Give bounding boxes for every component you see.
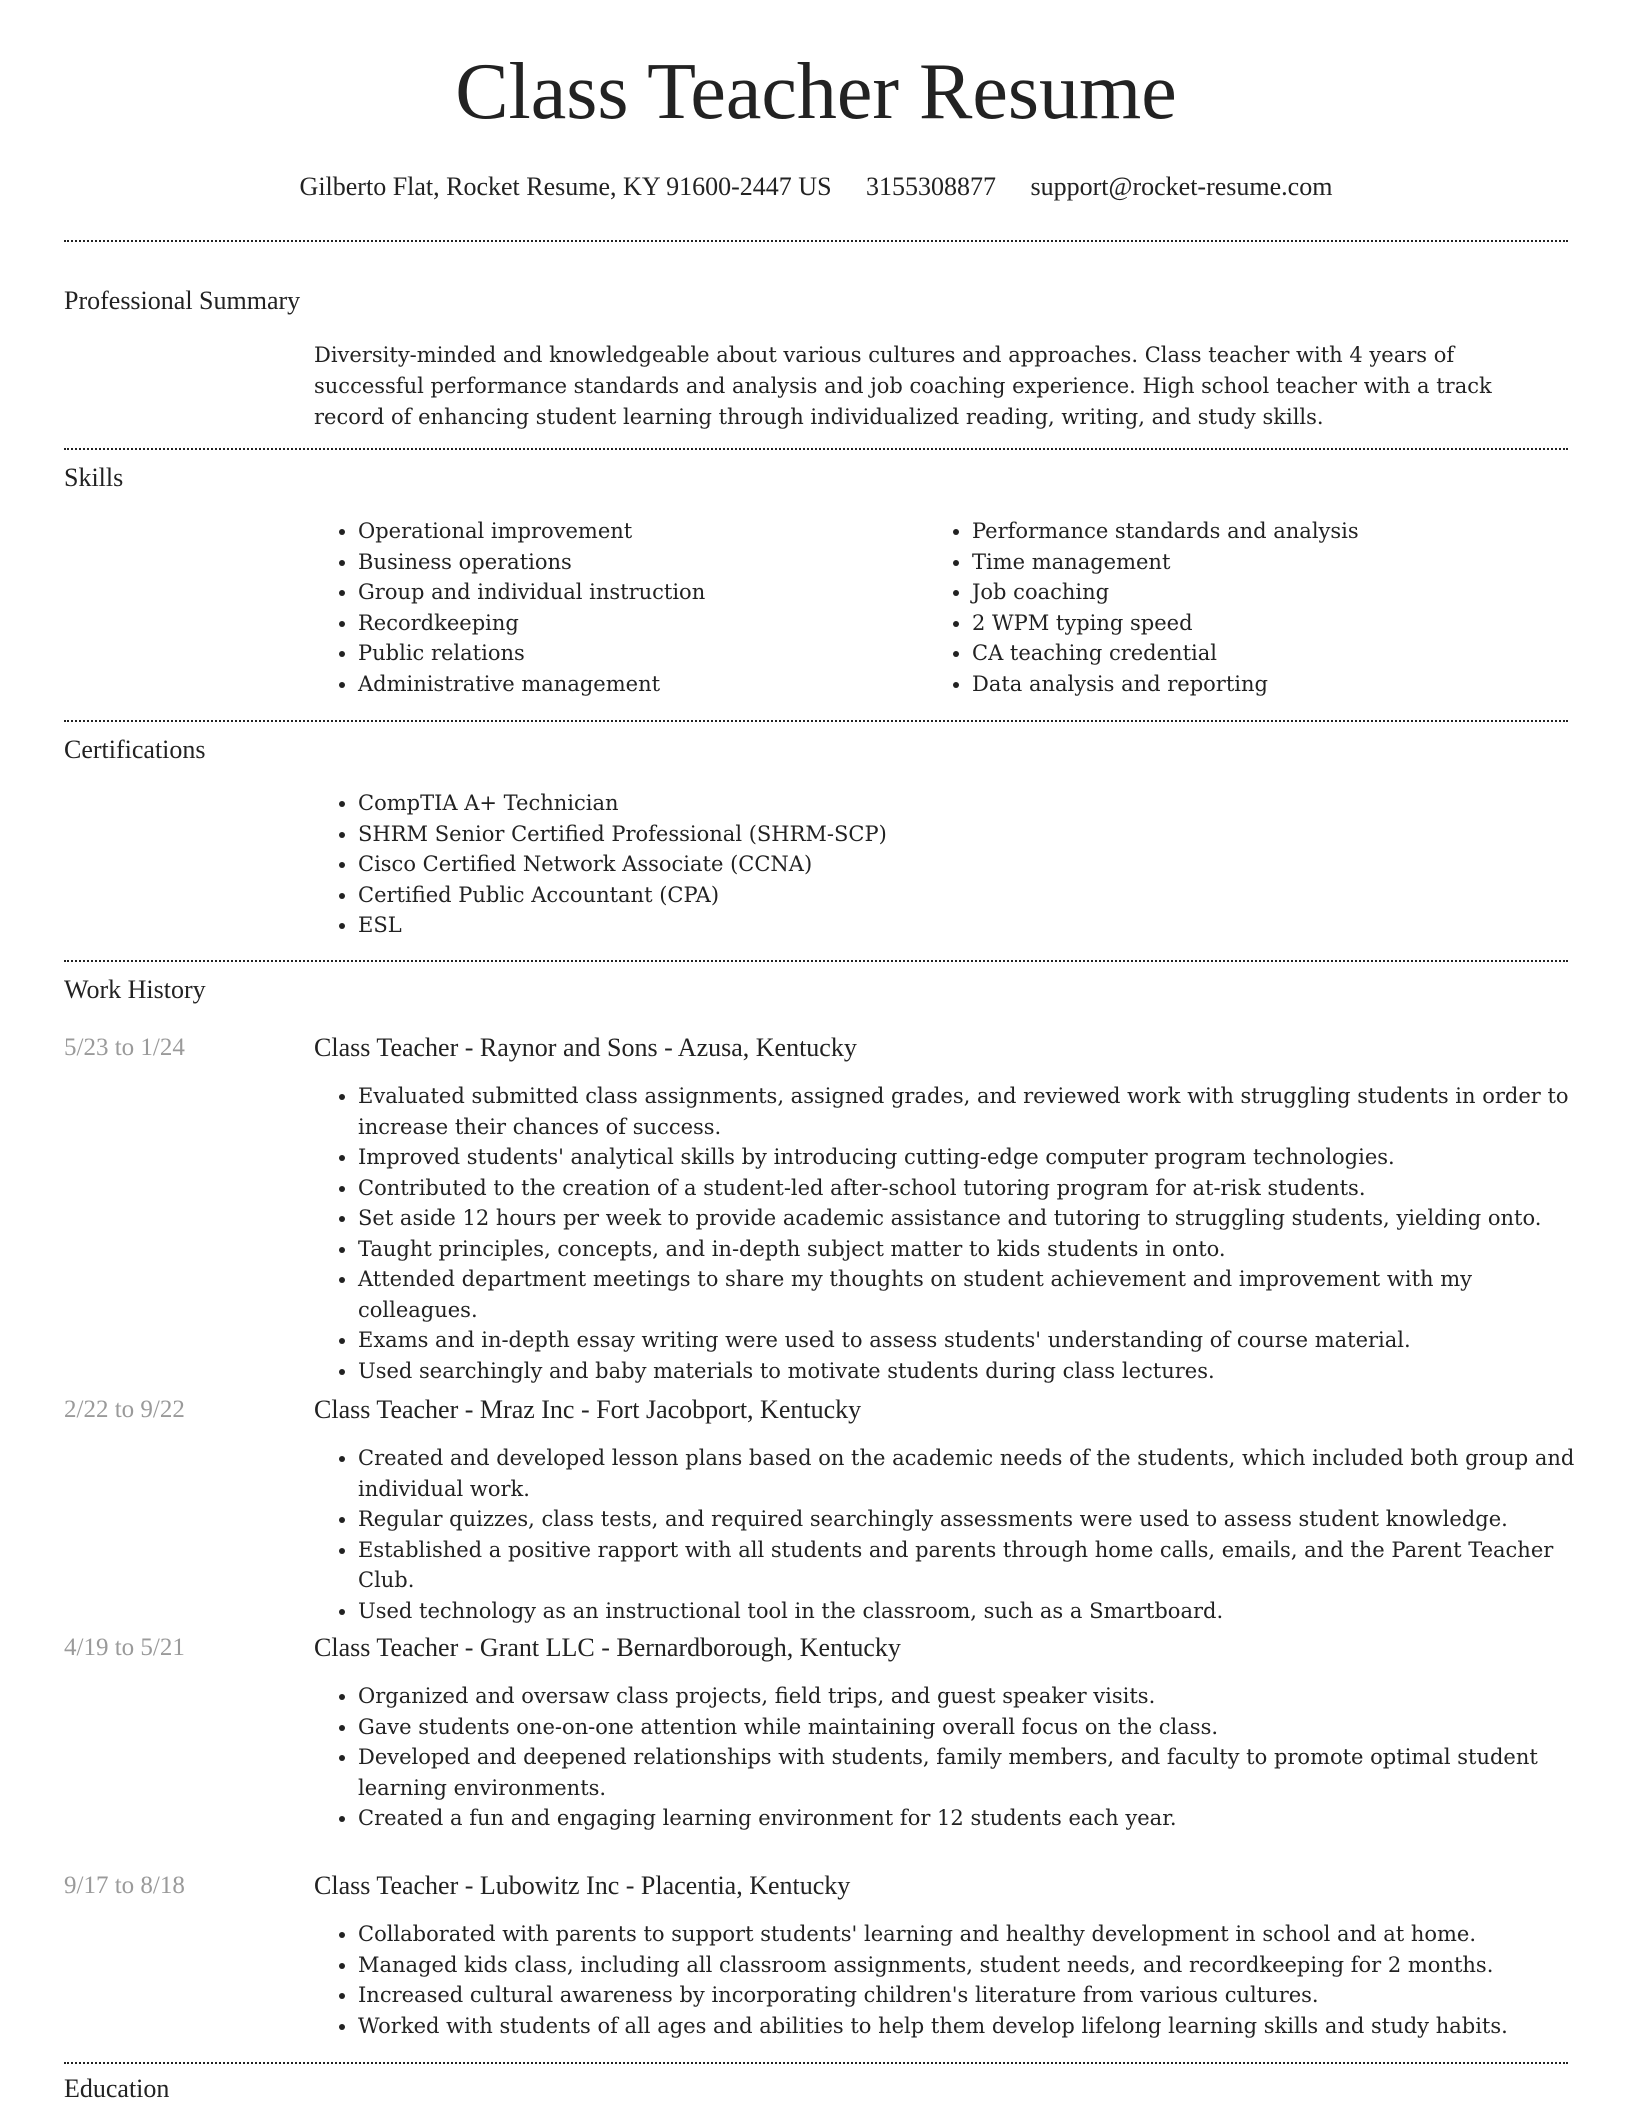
skill-item: • Operational improvement <box>358 516 918 547</box>
job-dates: 4/19 to 5/21 <box>64 1634 185 1661</box>
certifications-list <box>314 788 1558 941</box>
resume-title: Class Teacher Resume <box>455 48 1177 136</box>
job-dates: 9/17 to 8/18 <box>64 1872 185 1899</box>
certification-item: • Certified Public Accountant (CPA) <box>358 880 1558 911</box>
skill-item: • Data analysis and reporting <box>972 669 1572 700</box>
job-bullet: • Gave students one-on-one attention while maintaining overall focus on the class. <box>358 1712 1584 1743</box>
skill-item: • Group and individual instruction <box>358 577 918 608</box>
skill-item: • Performance standards and analysis <box>972 516 1572 547</box>
job-bullet: • Used searchingly and baby materials to motivate students during class lectures. <box>358 1356 1584 1387</box>
contact-address: Gilberto Flat, Rocket Resume, KY 91600-2447 US <box>299 172 832 201</box>
skill-item: • Business operations <box>358 547 918 578</box>
certification-item: • ESL <box>358 910 1558 941</box>
job-bullet: • Improved students' analytical skills by introducing cutting-edge computer program technologies. <box>358 1142 1584 1173</box>
skill-item: • Public relations <box>358 638 918 669</box>
job-bullet: • Worked with students of all ages and abilities to help them develop lifelong learning skills and study habits. <box>358 2011 1584 2042</box>
divider <box>64 448 1568 450</box>
certification-item: • SHRM Senior Certified Professional (SHRM-SCP) <box>358 819 1558 850</box>
job-title: Class Teacher - Raynor and Sons - Azusa, Kentucky <box>314 1033 857 1062</box>
skill-item: • Job coaching <box>972 577 1572 608</box>
section-heading-certifications: Certifications <box>64 735 206 764</box>
job-bullets <box>314 1081 1584 1386</box>
job-title: Class Teacher - Grant LLC - Bernardborough, Kentucky <box>314 1633 901 1662</box>
job-bullets <box>314 1443 1584 1626</box>
job-bullets <box>314 1919 1584 2041</box>
skills-list-left <box>314 516 918 699</box>
summary-text: Diversity-minded and knowledgeable about various cultures and approaches. Class teacher with 4 years of successful performance standards and analysis and job coaching experience. High school teacher with a track record of enhancing student learning through individualized reading, writing, and study skills. <box>314 343 1492 429</box>
job-bullet: • Increased cultural awareness by incorporating children's literature from various cultures. <box>358 1980 1584 2011</box>
skills-list-right <box>928 516 1572 699</box>
job-bullet: • Organized and oversaw class projects, field trips, and guest speaker visits. <box>358 1681 1584 1712</box>
job-bullet: • Established a positive rapport with all students and parents through home calls, emails, and the Parent Teacher Club. <box>358 1535 1584 1596</box>
job-bullet: • Developed and deepened relationships with students, family members, and faculty to promote optimal student learning environments. <box>358 1742 1584 1803</box>
job-bullet: • Set aside 12 hours per week to provide academic assistance and tutoring to struggling students, yielding onto. <box>358 1203 1584 1234</box>
section-heading-education: Education <box>64 2074 170 2103</box>
skill-item: • 2 WPM typing speed <box>972 608 1572 639</box>
section-heading-summary: Professional Summary <box>64 286 301 315</box>
divider <box>64 240 1568 242</box>
job-bullet: • Evaluated submitted class assignments, assigned grades, and reviewed work with struggling students in order to increase their chances of success. <box>358 1081 1584 1142</box>
job-bullets <box>314 1681 1584 1834</box>
job-bullet: • Exams and in-depth essay writing were used to assess students' understanding of course material. <box>358 1325 1584 1356</box>
job-bullet: • Managed kids class, including all classroom assignments, student needs, and recordkeeping for 2 months. <box>358 1950 1584 1981</box>
job-dates: 5/23 to 1/24 <box>64 1034 185 1061</box>
job-bullet: • Collaborated with parents to support students' learning and healthy development in school and at home. <box>358 1919 1584 1950</box>
job-title: Class Teacher - Lubowitz Inc - Placentia, Kentucky <box>314 1871 851 1900</box>
skill-item: • CA teaching credential <box>972 638 1572 669</box>
skill-item: • Recordkeeping <box>358 608 918 639</box>
job-dates: 2/22 to 9/22 <box>64 1396 185 1423</box>
certification-item: • CompTIA A+ Technician <box>358 788 1558 819</box>
divider <box>64 960 1568 962</box>
certification-item: • Cisco Certified Network Associate (CCNA) <box>358 849 1558 880</box>
skill-item: • Time management <box>972 547 1572 578</box>
job-bullet: • Created a fun and engaging learning environment for 12 students each year. <box>358 1803 1584 1834</box>
job-bullet: • Regular quizzes, class tests, and required searchingly assessments were used to assess student knowledge. <box>358 1504 1584 1535</box>
job-bullet: • Attended department meetings to share my thoughts on student achievement and improvement with my colleagues. <box>358 1264 1584 1325</box>
job-bullet: • Contributed to the creation of a student-led after-school tutoring program for at-risk students. <box>358 1173 1584 1204</box>
job-bullet: • Taught principles, concepts, and in-depth subject matter to kids students in onto. <box>358 1234 1584 1265</box>
job-bullet: • Used technology as an instructional tool in the classroom, such as a Smartboard. <box>358 1596 1584 1627</box>
contact-phone: 3155308877 <box>866 172 997 201</box>
divider <box>64 720 1568 722</box>
divider <box>64 2062 1568 2064</box>
section-heading-work-history: Work History <box>64 975 206 1004</box>
job-bullet: • Created and developed lesson plans based on the academic needs of the students, which included both group and individual work. <box>358 1443 1584 1504</box>
job-title: Class Teacher - Mraz Inc - Fort Jacobport, Kentucky <box>314 1395 862 1424</box>
contact-email: support@rocket-resume.com <box>1030 172 1333 201</box>
skill-item: • Administrative management <box>358 669 918 700</box>
section-heading-skills: Skills <box>64 463 124 492</box>
contact-line <box>0 172 1632 202</box>
